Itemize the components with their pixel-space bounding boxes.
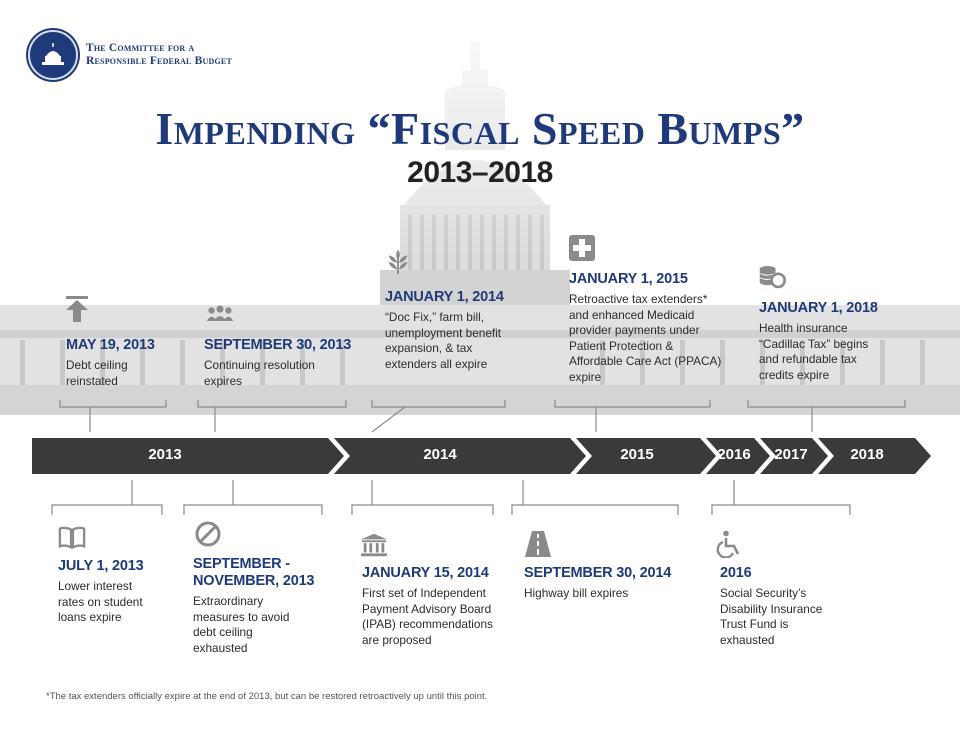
event-jan-1-2015 (569, 271, 739, 385)
year-label-2018: 2018 (850, 446, 884, 463)
year-label-2017: 2017 (774, 446, 808, 463)
event-date: SEPTEMBER 30, 2013 (204, 337, 352, 353)
event-description: Retroactive tax extenders* and enhanced Medicaid provider payments under Patient Protection & Affordable Care Act (PPACA) expire (569, 292, 722, 384)
event-description: First set of Independent Payment Advisory Board (IPAB) recommendations are proposed (362, 586, 493, 647)
event-description: Health insurance “Cadillac Tax” begins and refundable tax credits expire (759, 321, 869, 382)
event-date: JANUARY 1, 2015 (569, 271, 688, 287)
event-description: Lower interest rates on student loans expire (58, 579, 143, 624)
event-sep-30-2014 (524, 565, 684, 602)
event-description: Debt ceiling reinstated (66, 358, 128, 388)
event-jul-1-2013 (58, 558, 178, 626)
event-sep-30-2013 (204, 337, 354, 389)
event-description: Extraordinary measures to avoid debt ceiling exhausted (193, 594, 290, 655)
event-description: Highway bill expires (524, 586, 629, 600)
medical-cross-icon (568, 234, 596, 262)
org-name-line1: The Committee for a (86, 42, 195, 54)
plant-icon (384, 246, 412, 274)
event-date: MAY 19, 2013 (66, 337, 155, 353)
year-label-2016: 2016 (717, 446, 751, 463)
coins-icon (758, 262, 786, 290)
highway-icon (524, 530, 552, 558)
event-date: JANUARY 15, 2014 (362, 565, 489, 581)
event-date: 2016 (720, 565, 752, 581)
event-date: JANUARY 1, 2018 (759, 300, 878, 316)
org-name (86, 42, 232, 68)
government-building-icon (360, 531, 388, 559)
event-sep-nov-2013 (193, 556, 333, 656)
event-description: “Doc Fix,” farm bill, unemployment benefit expansion, & tax extenders all expire (385, 310, 502, 371)
event-date: JULY 1, 2013 (58, 558, 144, 574)
year-label-2013: 2013 (148, 446, 182, 463)
arrow-up-to-line-icon (64, 294, 92, 322)
capitol-seal-icon (28, 30, 78, 80)
event-date: JANUARY 1, 2014 (385, 289, 504, 305)
page-title: Impending “Fiscal Speed Bumps” (155, 103, 805, 154)
people-icon (206, 300, 234, 328)
event-jan-1-2018 (759, 300, 909, 383)
footnote: *The tax extenders officially expire at the end of 2013, but can be restored retroactively up until this point. (46, 691, 488, 702)
event-description: Social Security’s Disability Insurance Trust Fund is exhausted (720, 586, 823, 647)
page-subtitle: 2013–2018 (407, 156, 553, 189)
event-date: SEPTEMBER 30, 2014 (524, 565, 672, 581)
event-may-19-2013 (66, 337, 186, 389)
year-label-2015: 2015 (620, 446, 654, 463)
org-name-line2: Responsible Federal Budget (86, 55, 232, 67)
event-date: SEPTEMBER - NOVEMBER, 2013 (193, 556, 315, 589)
book-icon (58, 523, 86, 551)
year-label-2014: 2014 (423, 446, 457, 463)
wheelchair-icon (716, 530, 744, 558)
event-jan-1-2014 (385, 289, 525, 372)
event-description: Continuing resolution expires (204, 358, 315, 388)
prohibited-icon (194, 520, 222, 548)
event-2016 (720, 565, 860, 648)
event-jan-15-2014 (362, 565, 512, 648)
org-logo (28, 30, 232, 80)
